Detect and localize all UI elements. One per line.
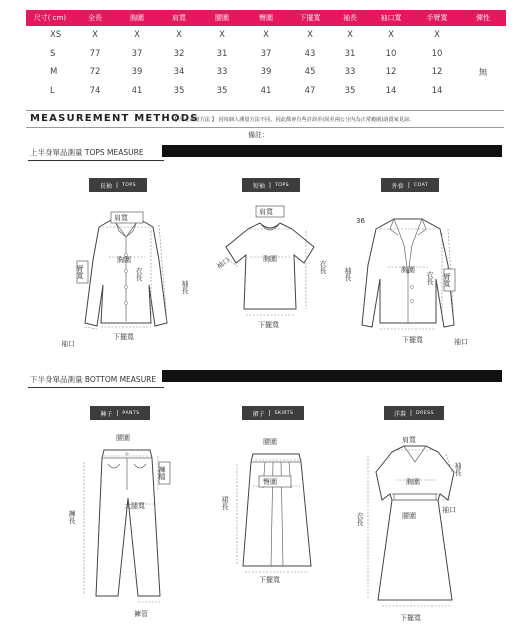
table-cell: X: [263, 30, 269, 41]
label-cuff: 袖口: [442, 506, 456, 514]
tag-zh: 洋裝: [393, 410, 406, 418]
label-hem: 褲管: [134, 610, 148, 618]
label-shoulder: 肩寬: [114, 214, 128, 222]
header-cell: 尺寸( cm): [26, 10, 74, 26]
header-cell: 臀圍: [244, 10, 288, 26]
tops-section-underline: [28, 160, 164, 161]
remark-label: 備註：: [248, 131, 269, 139]
table-cell: 12: [385, 67, 397, 78]
label-shoulder: 肩寬: [402, 436, 416, 444]
tag-zh: 外套: [391, 182, 404, 190]
label-hem: 下擺寬: [400, 614, 421, 622]
long-sleeve-shirt-diagram: [55, 205, 205, 355]
table-cell: 72: [89, 67, 101, 78]
tag-zh: 長袖: [99, 182, 112, 190]
table-row: [26, 82, 506, 101]
label-sleeve: 袖長: [181, 280, 189, 294]
tag-en: TOPS: [274, 182, 290, 188]
label-chest: 胸圍: [406, 478, 420, 486]
header-cell: 下擺寬: [288, 10, 332, 26]
label-chest: 胸圍: [263, 255, 277, 263]
header-cell: 胸圍: [116, 10, 158, 26]
table-row: [26, 45, 506, 64]
label-cuff: 袖口: [454, 338, 468, 346]
tag-zh: 裙子: [252, 410, 265, 418]
table-cell: [460, 26, 506, 45]
table-cell: 43: [304, 48, 316, 59]
table-cell: 32: [173, 48, 185, 59]
table-cell: 31: [216, 48, 228, 59]
tag-coat: 外套 | COAT: [381, 178, 439, 192]
table-row: [26, 26, 506, 45]
tag-en: PANTS: [122, 410, 140, 416]
table-cell: 39: [131, 67, 143, 78]
label-waist: 腰圍: [402, 512, 416, 520]
table-cell: X: [176, 30, 182, 41]
label-length: 衣長: [135, 267, 143, 281]
table-cell: 無: [478, 68, 488, 79]
bottoms-section-bar: [162, 370, 502, 382]
table-cell: 12: [431, 67, 443, 78]
header-cell: 彈性: [460, 10, 506, 26]
table-cell: 39: [260, 67, 272, 78]
table-cell: 33: [216, 67, 228, 78]
short-sleeve-tee-diagram: [210, 205, 340, 335]
table-cell: 74: [89, 85, 101, 96]
tops-section-title: 上半身單品測量 TOPS MEASURE: [30, 148, 144, 157]
tag-zh: 短袖: [252, 182, 265, 190]
tag-skirts: 裙子 | SKIRTS: [242, 406, 304, 420]
label-waist: 腰圍: [116, 434, 130, 442]
label-cuff: 袖口: [61, 340, 75, 348]
bottoms-section-title: 下半身單品測量 BOTTOM MEASURE: [30, 375, 157, 384]
measurement-note: 【 尺寸測量方法 】 因每個人測量方法不同，因此都會有些許誤差(誤差兩公分內為正常範圍)請賣家見諒。: [172, 117, 415, 123]
label-chest: 胸圍: [117, 256, 131, 264]
label-hem: 下擺寬: [258, 321, 279, 329]
table-cell: 14: [431, 85, 443, 96]
tag-en: COAT: [413, 182, 429, 188]
label-length-value: 36: [356, 217, 365, 225]
size-label: M: [50, 67, 58, 78]
table-cell: X: [347, 30, 353, 41]
size-table-header: [26, 10, 506, 26]
pants-diagram: [60, 428, 190, 623]
table-cell: 10: [385, 48, 397, 59]
label-arm: 臂寬: [443, 273, 451, 287]
label-cuff: 袖口: [215, 256, 232, 271]
label-length: 衣長: [426, 271, 434, 285]
header-cell: 袖口寬: [368, 10, 414, 26]
tag-dress: 洋裝 | DRESS: [384, 406, 444, 420]
label-arm: 臂寬: [76, 265, 84, 279]
label-sleeve: 袖長: [454, 462, 462, 476]
table-row: [26, 63, 506, 82]
table-cell: X: [388, 30, 394, 41]
table-cell: 41: [260, 85, 272, 96]
table-cell: 77: [89, 48, 101, 59]
size-label: L: [50, 85, 55, 96]
table-cell: 35: [173, 85, 185, 96]
tag-en: DRESS: [416, 410, 434, 416]
label-length: 衣長: [319, 260, 327, 274]
header-cell: 手臂寬: [414, 10, 460, 26]
table-cell: 37: [131, 48, 143, 59]
label-hem: 下擺寬: [259, 576, 280, 584]
table-cell: 35: [344, 85, 356, 96]
label-waist: 腰圍: [263, 438, 277, 446]
table-cell: 35: [216, 85, 228, 96]
table-cell: X: [307, 30, 313, 41]
dress-diagram: [352, 428, 482, 623]
tag-short-sleeve: 短袖 | TOPS: [242, 178, 300, 192]
table-cell: 45: [304, 67, 316, 78]
bottoms-section-underline: [28, 387, 164, 388]
table-cell: X: [134, 30, 140, 41]
table-cell: 37: [260, 48, 272, 59]
table-cell: 41: [131, 85, 143, 96]
header-cell: 袖長: [332, 10, 368, 26]
tag-en: SKIRTS: [274, 410, 294, 416]
tag-pants: 褲子 | PANTS: [90, 406, 150, 420]
tag-long-sleeve: 長袖 | TOPS: [89, 178, 147, 192]
tag-en: TOPS: [121, 182, 137, 188]
divider-bottom: [26, 127, 504, 128]
label-hip: 臀圍: [263, 478, 277, 486]
table-cell: 31: [344, 48, 356, 59]
label-sleeve: 袖長: [344, 267, 352, 281]
table-cell: X: [434, 30, 440, 41]
table-cell: [460, 45, 506, 64]
table-cell: 34: [173, 67, 185, 78]
table-cell: [460, 82, 506, 101]
table-cell: 33: [344, 67, 356, 78]
label-length: 衣長: [356, 512, 364, 526]
size-label: XS: [50, 30, 62, 41]
table-cell: 10: [431, 48, 443, 59]
table-cell: 14: [385, 85, 397, 96]
label-hem: 下擺寬: [113, 333, 134, 341]
table-cell: X: [219, 30, 225, 41]
header-cell: 肩寬: [158, 10, 200, 26]
header-cell: 腰圍: [200, 10, 244, 26]
label-chest: 胸圍: [401, 266, 415, 274]
label-length: 裙長: [221, 496, 229, 510]
label-thigh: 大腿寬: [124, 502, 145, 510]
size-label: S: [50, 48, 56, 59]
tag-zh: 褲子: [100, 410, 113, 418]
table-cell: X: [92, 30, 98, 41]
label-rise: 褲檔: [158, 466, 166, 480]
skirt-diagram: [215, 428, 325, 588]
label-hem: 下擺寬: [402, 336, 423, 344]
label-shoulder: 肩寬: [259, 208, 273, 216]
label-length: 褲長: [68, 510, 76, 524]
tops-section-bar: [162, 145, 502, 157]
table-cell: 47: [304, 85, 316, 96]
size-table: [26, 10, 506, 100]
coat-diagram: [340, 205, 480, 350]
measurement-title: MEASUREMENT METHODS: [30, 113, 199, 124]
header-cell: 全長: [74, 10, 116, 26]
divider-top: [26, 110, 504, 111]
